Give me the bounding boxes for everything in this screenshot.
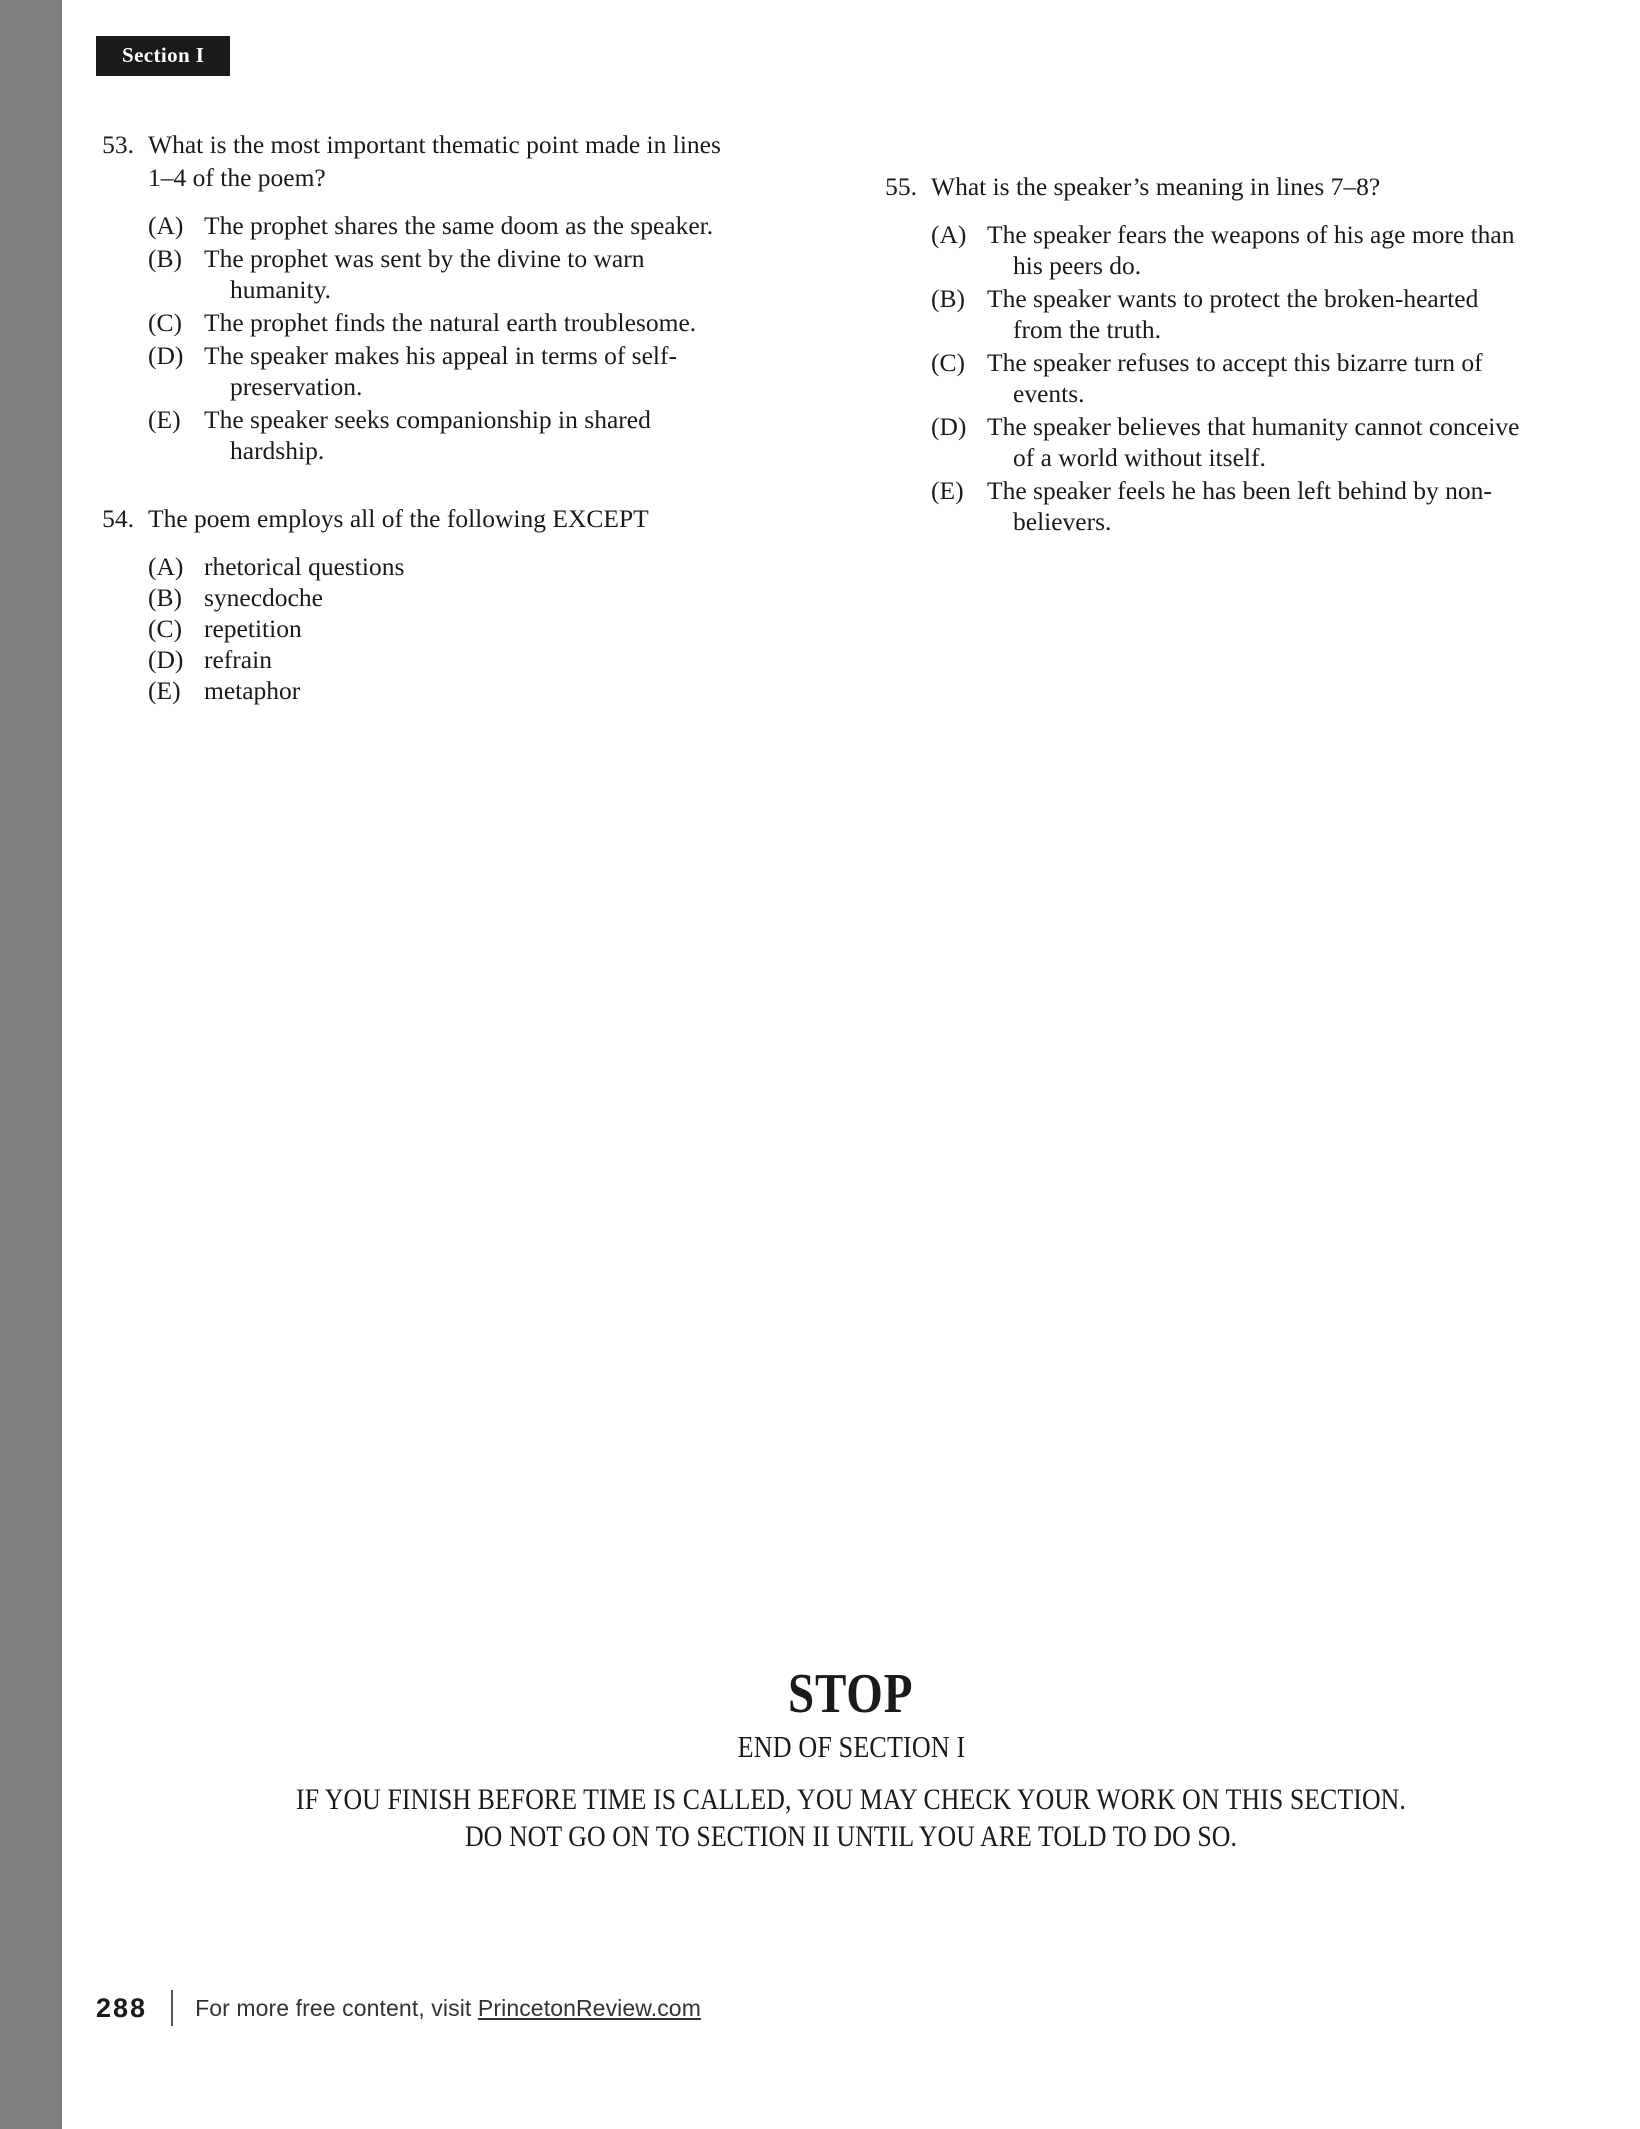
question-54-head [96, 502, 793, 535]
question-53 [96, 128, 793, 466]
question-53-text [148, 128, 793, 194]
footer-text [195, 1995, 701, 2022]
question-53-choice-d[interactable] [148, 340, 793, 402]
question-53-choice-e[interactable] [148, 404, 793, 466]
question-55-choice-c[interactable] [931, 347, 1576, 409]
question-54-number: 54. [102, 504, 134, 533]
choice-text [987, 283, 1576, 345]
footer-link[interactable]: PrincetonReview.com [477, 1994, 701, 2021]
choice-letter: (C) [148, 308, 182, 337]
question-55-choice-d[interactable] [931, 411, 1576, 473]
choice-text-line1: The speaker wants to protect the broken-hearted [987, 284, 1479, 313]
question-55-choice-e[interactable] [931, 475, 1576, 537]
choice-text [204, 210, 793, 241]
question-53-text-line2: 1–4 of the poem? [148, 163, 326, 192]
choice-letter: (D) [148, 645, 184, 674]
choice-letter: (E) [148, 405, 181, 434]
choice-text [204, 340, 793, 402]
choice-text-line2: events. [1013, 379, 1085, 408]
question-55-choices [879, 219, 1576, 537]
question-54-text [148, 502, 793, 535]
question-53-choice-c[interactable] [148, 307, 793, 338]
question-55-head [879, 170, 1576, 203]
choice-text [204, 404, 793, 466]
stop-heading: STOP [788, 1663, 914, 1725]
stop-word-wrap [62, 1665, 1640, 1723]
choice-text-line1: The prophet was sent by the divine to warn [204, 244, 645, 273]
choice-letter: (C) [148, 614, 182, 643]
choice-letter: (B) [931, 284, 965, 313]
choice-text: repetition [204, 614, 302, 643]
footer-page-number: 288 [96, 1992, 148, 2023]
stop-end-wrap [62, 1723, 1640, 1767]
choice-text: rhetorical questions [204, 552, 405, 581]
question-54-choice-c[interactable] [148, 613, 793, 644]
choice-letter: (A) [931, 220, 967, 249]
question-53-choices [96, 210, 793, 466]
choice-letter: (D) [148, 341, 184, 370]
choice-text [204, 307, 793, 338]
stop-instruction-line-2: DO NOT GO ON TO SECTION II UNTIL YOU ARE TOLD TO DO SO. [464, 1820, 1238, 1853]
question-53-choice-a[interactable] [148, 210, 793, 241]
question-53-number: 53. [102, 130, 134, 159]
question-53-choice-b[interactable] [148, 243, 793, 305]
choice-text [987, 411, 1576, 473]
choice-text-line1: The speaker feels he has been left behind by non- [987, 476, 1492, 505]
question-55-choice-a[interactable] [931, 219, 1576, 281]
choice-text [987, 475, 1576, 537]
choice-text-line2: believers. [1013, 507, 1112, 536]
question-54-choice-d[interactable] [148, 644, 793, 675]
choice-text [204, 243, 793, 305]
choice-letter: (C) [931, 348, 965, 377]
choice-letter: (D) [931, 412, 967, 441]
choice-text-line1: The prophet shares the same doom as the speaker. [204, 211, 714, 240]
choice-text-line2: of a world without itself. [1013, 443, 1266, 472]
section-tab [96, 36, 230, 76]
left-column [96, 128, 793, 742]
choice-text-line1: The speaker seeks companionship in shared [204, 405, 651, 434]
question-54 [96, 502, 793, 706]
question-55-choice-b[interactable] [931, 283, 1576, 345]
choice-text: refrain [204, 645, 272, 674]
question-54-text-line1: The poem employs all of the following EXCEPT [148, 504, 649, 533]
stop-block [62, 1665, 1640, 1855]
question-54-choice-e[interactable] [148, 675, 793, 706]
choice-text: metaphor [204, 676, 301, 705]
choice-text-line2: preservation. [230, 372, 363, 401]
page-footer [96, 1990, 701, 2026]
stop-instruction-line-1: IF YOU FINISH BEFORE TIME IS CALLED, YOU MAY CHECK YOUR WORK ON THIS SECTION. [296, 1783, 1406, 1816]
end-of-section-label: END OF SECTION I [737, 1729, 965, 1764]
question-53-head [96, 128, 793, 194]
question-54-choices [96, 551, 793, 706]
page-body [62, 0, 1640, 2129]
section-tab-label: Section I [122, 43, 205, 67]
choice-text-line2: humanity. [230, 275, 332, 304]
right-column [879, 128, 1576, 742]
question-54-choice-a[interactable] [148, 551, 793, 582]
footer-text-label: For more free content, visit [195, 1994, 478, 2021]
choice-text-line1: The speaker makes his appeal in terms of self- [204, 341, 677, 370]
footer-divider [171, 1990, 173, 2026]
choice-letter: (E) [148, 676, 181, 705]
choice-text [987, 347, 1576, 409]
question-55 [879, 170, 1576, 537]
choice-text [987, 219, 1576, 281]
question-55-text-line1: What is the speaker’s meaning in lines 7–8? [931, 172, 1381, 201]
choice-letter: (B) [148, 583, 182, 612]
question-columns [96, 128, 1576, 742]
choice-text-line1: The speaker fears the weapons of his age more than [987, 220, 1515, 249]
choice-text-line1: The speaker refuses to accept this bizarre turn of [987, 348, 1483, 377]
choice-text-line1: The prophet finds the natural earth troublesome. [204, 308, 697, 337]
choice-letter: (B) [148, 244, 182, 273]
choice-text: synecdoche [204, 583, 323, 612]
choice-letter: (E) [931, 476, 964, 505]
choice-letter: (A) [148, 552, 184, 581]
question-55-text [931, 170, 1576, 203]
question-54-choice-b[interactable] [148, 582, 793, 613]
choice-text-line2: hardship. [230, 436, 325, 465]
page-edge-gray-bar [0, 0, 62, 2129]
choice-letter: (A) [148, 211, 184, 240]
stop-instructions [62, 1781, 1640, 1855]
choice-text-line2: his peers do. [1013, 251, 1142, 280]
choice-text-line1: The speaker believes that humanity cannot conceive [987, 412, 1520, 441]
question-55-number: 55. [885, 172, 917, 201]
choice-text-line2: from the truth. [1013, 315, 1162, 344]
question-53-text-line1: What is the most important thematic point made in lines [148, 130, 721, 159]
